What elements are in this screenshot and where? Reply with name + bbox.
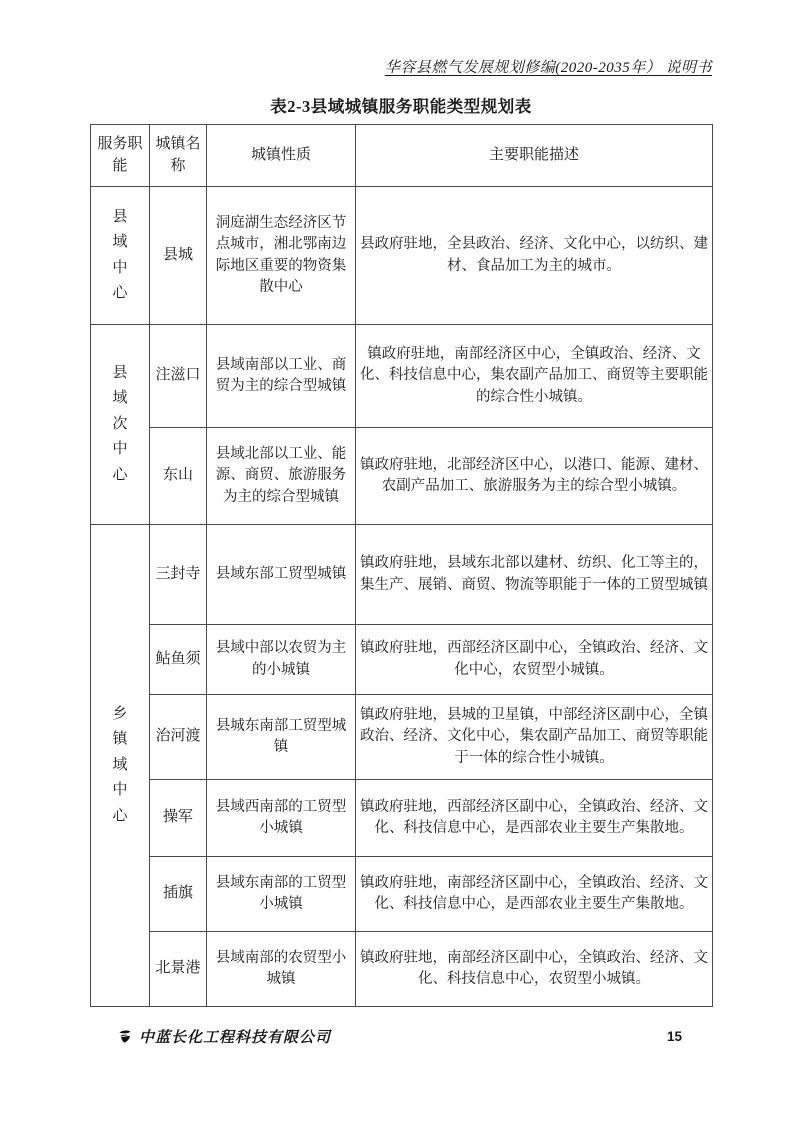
town-name-cell: 东山 [150, 428, 207, 525]
table-row [91, 625, 713, 695]
table-row [91, 525, 713, 625]
group-label: 乡镇域中心 [112, 705, 128, 824]
column-header-town-nature: 城镇性质 [207, 125, 356, 187]
town-nature-cell: 县域中部以农贸为主的小城镇 [207, 625, 356, 695]
running-header [90, 56, 712, 77]
town-description-cell: 镇政府驻地，西部经济区副中心，全镇政治、经济、文化中心，农贸型小城镇。 [356, 625, 713, 695]
footer-company [116, 1026, 331, 1047]
town-name-cell: 注滋口 [150, 325, 207, 428]
town-name-cell: 县城 [150, 187, 207, 325]
town-nature-cell: 县域南部以工业、商贸为主的综合型城镇 [207, 325, 356, 428]
table-title: 表2-3县域城镇服务职能类型规划表 [270, 97, 532, 116]
town-name-cell: 插旗 [150, 857, 207, 932]
group-cell-township-center [91, 525, 150, 1007]
company-logo-icon [116, 1028, 133, 1045]
town-nature-cell: 县域西南部的工贸型小城镇 [207, 780, 356, 857]
town-name-cell: 北景港 [150, 932, 207, 1007]
town-nature-cell: 县城东南部工贸型城镇 [207, 695, 356, 780]
town-description-cell: 镇政府驻地，县域东北部以建材、纺织、化工等主的，集生产、展销、商贸、物流等职能于一体的工贸型城镇 [356, 525, 713, 625]
page-footer [116, 1026, 682, 1047]
column-header-service-function: 服务职能 [91, 125, 150, 187]
town-description-cell: 镇政府驻地，南部经济区副中心，全镇政治、经济、文化、科技信息中心，农贸型小城镇。 [356, 932, 713, 1007]
town-nature-cell: 县域南部的农贸型小城镇 [207, 932, 356, 1007]
town-nature-cell: 县域东部工贸型城镇 [207, 525, 356, 625]
town-function-plan-table [90, 124, 713, 1007]
group-cell-county-subcenter [91, 325, 150, 525]
group-label: 县域次中心 [112, 364, 128, 483]
page-number: 15 [666, 1029, 682, 1044]
town-description-cell: 县政府驻地，全县政治、经济、文化中心，以纺织、建材、食品加工为主的城市。 [356, 187, 713, 325]
town-description-cell: 镇政府驻地，南部经济区中心，全镇政治、经济、文化、科技信息中心，集农副产品加工、商贸等主要职能的综合性小城镇。 [356, 325, 713, 428]
table-row [91, 187, 713, 325]
table-row [91, 428, 713, 525]
town-name-cell: 操军 [150, 780, 207, 857]
town-description-cell: 镇政府驻地，县城的卫星镇，中部经济区副中心，全镇政治、经济、文化中心，集农副产品加工、商贸等职能于一体的综合性小城镇。 [356, 695, 713, 780]
table-header-row [91, 125, 713, 187]
town-nature-cell: 县域东南部的工贸型小城镇 [207, 857, 356, 932]
town-description-cell: 镇政府驻地，西部经济区副中心，全镇政治、经济、文化、科技信息中心，是西部农业主要生产集散地。 [356, 780, 713, 857]
column-header-town-name: 城镇名称 [150, 125, 207, 187]
table-row [91, 325, 713, 428]
town-description-cell: 镇政府驻地，北部经济区中心，以港口、能源、建材、农副产品加工、旅游服务为主的综合型小城镇。 [356, 428, 713, 525]
table-row [91, 780, 713, 857]
group-cell-county-center [91, 187, 150, 325]
town-nature-cell: 县域北部以工业、能源、商贸、旅游服务为主的综合型城镇 [207, 428, 356, 525]
table-row [91, 857, 713, 932]
company-name: 中蓝长化工程科技有限公司 [139, 1030, 332, 1046]
town-description-cell: 镇政府驻地，南部经济区副中心，全镇政治、经济、文化、科技信息中心，是西部农业主要生产集散地。 [356, 857, 713, 932]
town-name-cell: 三封寺 [150, 525, 207, 625]
table-row [91, 932, 713, 1007]
table-row [91, 695, 713, 780]
doc-title: 华容县燃气发展规划修编(2020-2035年） 说明书 [384, 60, 712, 76]
group-label: 县域中心 [112, 208, 128, 301]
town-nature-cell: 洞庭湖生态经济区节点城市，湘北鄂南边际地区重要的物资集散中心 [207, 187, 356, 325]
column-header-main-function: 主要职能描述 [356, 125, 713, 187]
town-name-cell: 鲇鱼须 [150, 625, 207, 695]
town-name-cell: 治河渡 [150, 695, 207, 780]
